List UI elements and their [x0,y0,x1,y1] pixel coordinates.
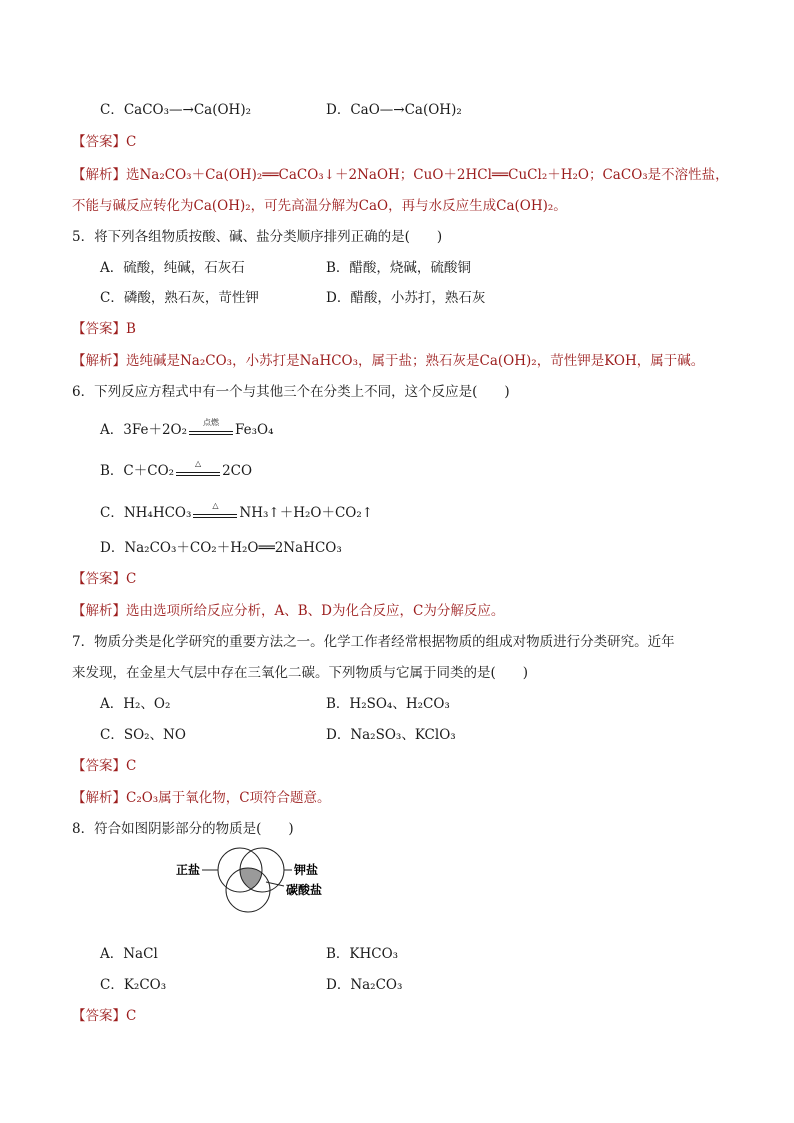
venn-label-bottom: 碳酸盐 [286,883,323,897]
reaction-condition: △ [194,458,202,468]
analysis-tag: 【解析】 [72,167,126,183]
answer-tag: 【答案】 [72,571,126,587]
answer-tag: 【答案】 [72,758,126,774]
q7-option-b: B．H₂SO₄、H₂CO₃ [326,696,450,712]
q5-option-d: D．醋酸，小苏打，熟石灰 [326,290,486,306]
q8-option-a: A．NaCl [100,946,158,962]
reaction-condition: △ [212,500,219,510]
q6-option-b [100,458,253,481]
q5-option-b: B．醋酸，烧碱，硫酸铜 [326,260,471,276]
q5-option-a: A．硫酸，纯碱，石灰石 [100,260,245,276]
q4-option-d: D．CaO—→Ca(OH)₂ [326,102,462,118]
q5-stem: 5．将下列各组物质按酸、碱、盐分类顺序排列正确的是( ) [72,229,443,245]
answer-value: C [126,134,137,150]
reaction-equals-sign [193,500,237,522]
venn-label-left: 正盐 [175,863,200,877]
q4-analysis-line2: 不能与碱反应转化为Ca(OH)₂，可先高温分解为CaO，再与水反应生成Ca(OH)₂。 [72,198,567,214]
q7-option-c: C．SO₂、NO [100,727,186,743]
equation-right: 2CO [222,463,253,479]
reaction-equals-sign [176,458,220,480]
q7-answer [72,756,136,776]
q5-analysis [72,351,704,371]
q8-option-c: C．K₂CO₃ [100,977,167,993]
q4-answer [72,132,136,152]
venn-diagram [160,840,340,920]
q6-answer [72,569,136,589]
answer-value: B [126,321,136,337]
equation-left: A．3Fe＋2O₂ [100,422,188,438]
reaction-condition: 点燃 [203,417,220,427]
q8-option-b: B．KHCO₃ [326,946,399,962]
q5-answer [72,319,136,339]
equation-left: C．NH₄HCO₃ [100,505,192,521]
analysis-text: 选纯碱是Na₂CO₃，小苏打是NaHCO₃，属于盐；熟石灰是Ca(OH)₂，苛性钾是KOH，属于碱。 [126,353,705,369]
analysis-text: C₂O₃属于氧化物，C项符合题意。 [126,790,331,806]
q6-option-c [100,500,374,523]
q7-option-a: A．H₂、O₂ [100,696,171,712]
analysis-text: 选由选项所给反应分析，A、B、D为化合反应，C为分解反应。 [126,603,505,619]
q6-option-a [100,417,274,440]
q5-option-c: C．磷酸，熟石灰，苛性钾 [100,290,259,306]
equation-right: NH₃↑＋H₂O＋CO₂↑ [239,505,374,521]
answer-value: C [126,571,137,587]
answer-tag: 【答案】 [72,1008,126,1024]
q8-option-d: D．Na₂CO₃ [326,977,403,993]
equation-left: B．C＋CO₂ [100,463,175,479]
q6-option-d: D．Na₂CO₃＋CO₂＋H₂O══2NaHCO₃ [100,540,342,556]
q4-option-c: C．CaCO₃—→Ca(OH)₂ [100,102,251,118]
equation-right: Fe₃O₄ [235,422,274,438]
q6-analysis [72,601,504,621]
q8-answer [72,1006,136,1026]
q7-stem-line1: 7．物质分类是化学研究的重要方法之一。化学工作者经常根据物质的组成对物质进行分类研究。近年 [72,634,675,650]
analysis-tag: 【解析】 [72,353,126,369]
venn-label-right: 钾盐 [294,863,319,877]
analysis-tag: 【解析】 [72,603,126,619]
answer-value: C [126,1008,137,1024]
answer-tag: 【答案】 [72,134,126,150]
q6-stem: 6．下列反应方程式中有一个与其他三个在分类上不同，这个反应是( ) [72,384,510,400]
q8-stem: 8．符合如图阴影部分的物质是( ) [72,821,294,837]
answer-tag: 【答案】 [72,321,126,337]
q4-analysis-line1 [72,165,729,185]
analysis-tag: 【解析】 [72,790,126,806]
analysis-text: 选Na₂CO₃＋Ca(OH)₂══CaCO₃↓＋2NaOH；CuO＋2HCl══CuCl₂＋H₂O；CaCO₃是不溶性盐， [126,167,729,183]
q7-analysis [72,788,331,808]
q7-option-d: D．Na₂SO₃、KClO₃ [326,727,456,743]
answer-value: C [126,758,137,774]
q7-stem-line2: 来发现，在金星大气层中存在三氧化二碳。下列物质与它属于同类的是( ) [72,665,529,681]
reaction-equals-sign [189,417,233,439]
